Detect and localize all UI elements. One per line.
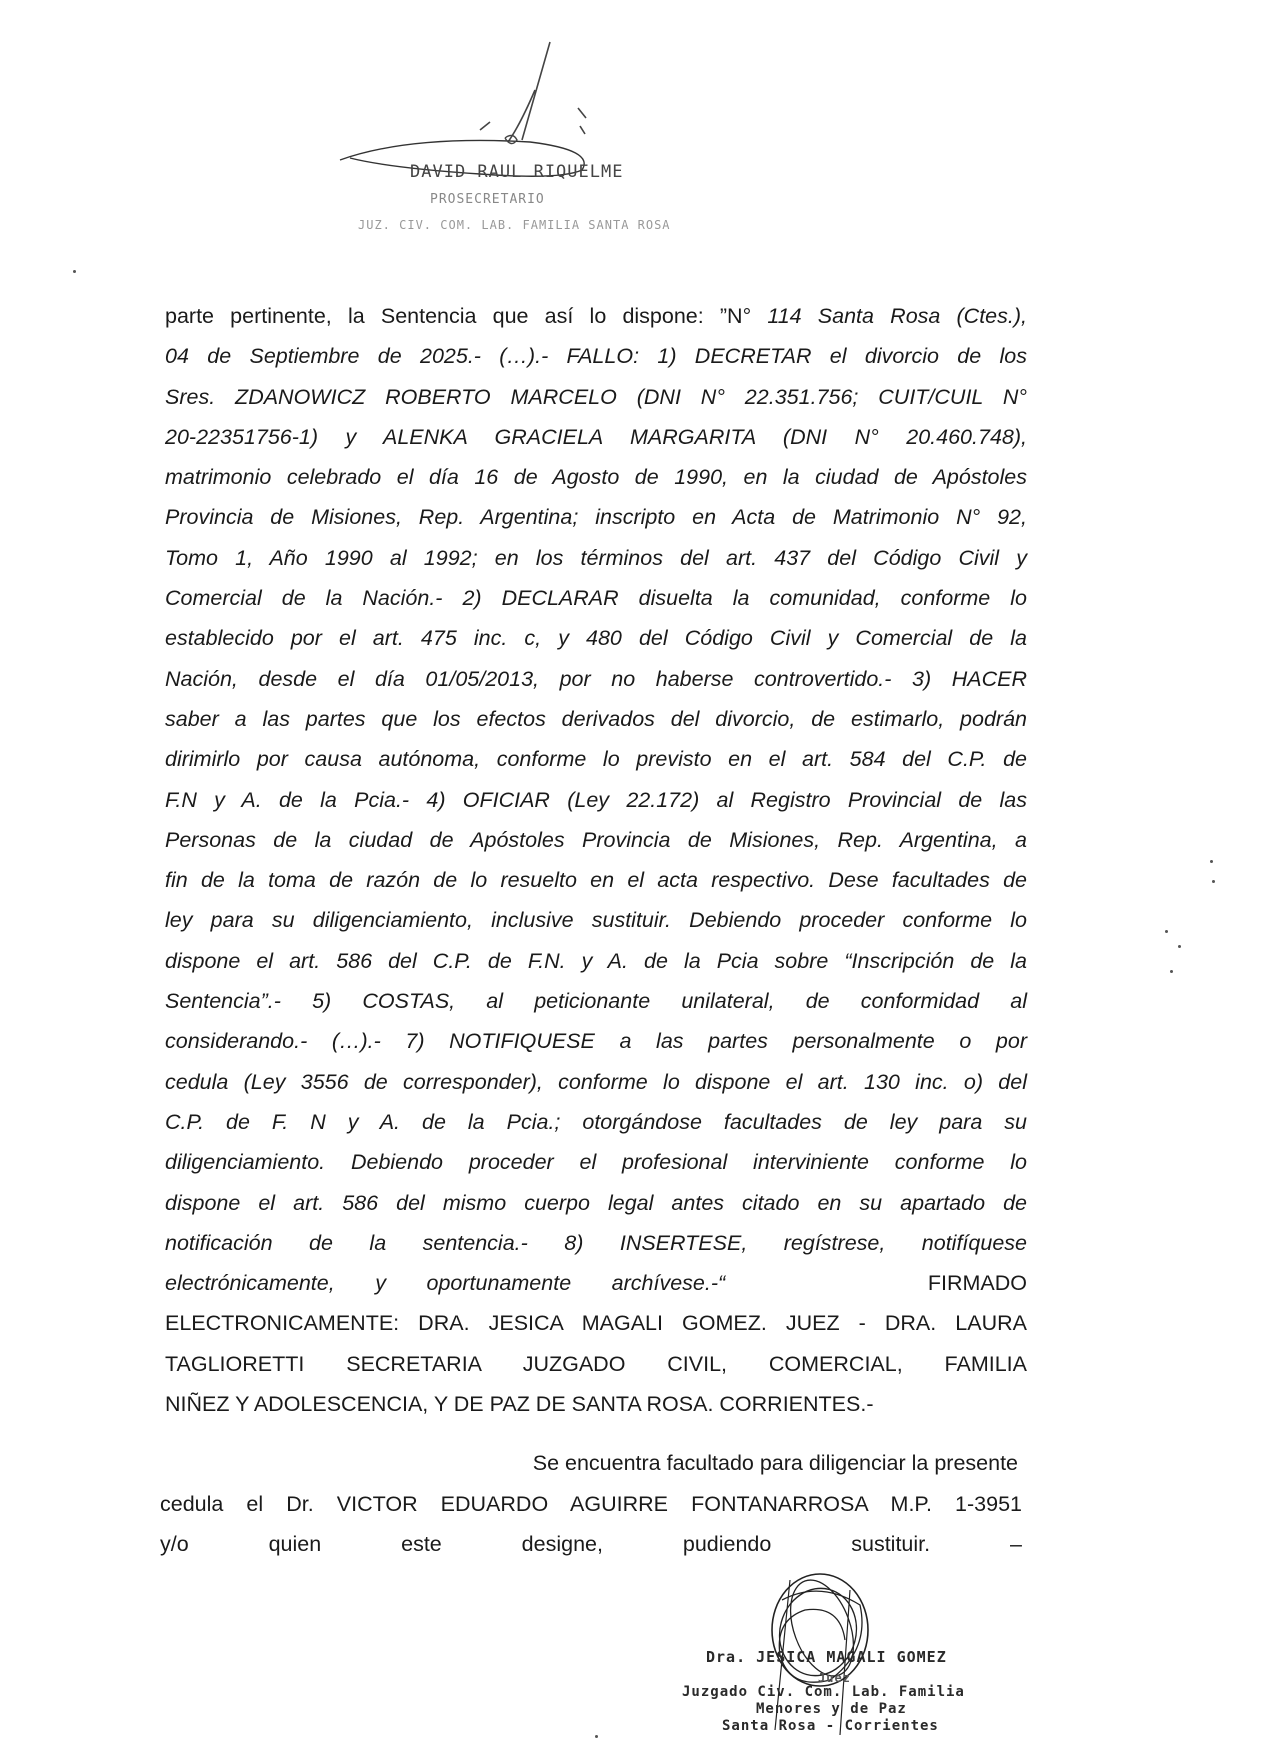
- sentence-line: Tomo 1, Año 1990 al 1992; en los términos del art. 437 del Código Civil y: [165, 545, 1027, 570]
- sentence-line: Sentencia”.- 5) COSTAS, al peticionante unilateral, de conformidad al: [165, 989, 1027, 1014]
- authorization-line: cedula el Dr. VICTOR EDUARDO AGUIRRE FONTANARROSA M.P. 1-3951: [160, 1491, 1022, 1516]
- sentence-line: establecido por el art. 475 inc. c, y 480 del Código Civil y Comercial de la: [165, 626, 1027, 651]
- sentence-line: fin de la toma de razón de lo resuelto en el acta respectivo. Dese facultades de: [165, 868, 1027, 893]
- stamp-office: JUZ. CIV. COM. LAB. FAMILIA SANTA ROSA: [358, 218, 671, 232]
- sentence-line: Provincia de Misiones, Rep. Argentina; inscripto en Acta de Matrimonio N° 92,: [165, 505, 1027, 530]
- judge-stamp: [670, 1560, 1030, 1750]
- scan-speck: [1212, 880, 1215, 883]
- authorization-line: y/o quien este designe, pudiendo sustituir. –: [160, 1532, 1022, 1556]
- sentence-line: Comercial de la Nación.- 2) DECLARAR disuelta la comunidad, conforme lo: [165, 586, 1027, 611]
- scan-speck: [595, 1735, 598, 1738]
- sentence-line: cedula (Ley 3556 de corresponder), conforme lo dispone el art. 130 inc. o) del: [165, 1069, 1027, 1094]
- authorization-paragraph: [160, 1443, 1022, 1565]
- sentence-body: [165, 296, 1027, 1424]
- sentence-line: saber a las partes que los efectos derivados del divorcio, de estimarlo, podrán: [165, 706, 1027, 731]
- sentence-line: dispone el art. 586 del C.P. de F.N. y A. de la Pcia sobre “Inscripción de la: [165, 948, 1027, 973]
- sentence-line: 04 de Septiembre de 2025.- (…).- FALLO: 1) DECRETAR el divorcio de los: [165, 344, 1027, 369]
- scan-speck: [1165, 930, 1168, 933]
- scan-speck: [1170, 970, 1173, 973]
- sentence-line: ley para su diligenciamiento, inclusive sustituir. Debiendo proceder conforme lo: [165, 908, 1027, 933]
- sentence-line: parte pertinente, la Sentencia que así lo dispone: ”N° 114 Santa Rosa (Ctes.),: [165, 304, 1027, 328]
- judge-name: Dra. JESICA MAGALI GOMEZ: [706, 1648, 947, 1666]
- sentence-line: electrónicamente, y oportunamente archívese.-“ FIRMADO: [165, 1271, 1027, 1296]
- sentence-line: diligenciamiento. Debiendo proceder el profesional interviniente conforme lo: [165, 1150, 1027, 1175]
- authorization-line: Se encuentra facultado para diligenciar la presente: [532, 1451, 1018, 1475]
- sentence-line: F.N y A. de la Pcia.- 4) OFICIAR (Ley 22.172) al Registro Provincial de las: [165, 787, 1027, 812]
- sentence-line: matrimonio celebrado el día 16 de Agosto de 1990, en la ciudad de Apóstoles: [165, 465, 1027, 490]
- sentence-line: considerando.- (…).- 7) NOTIFIQUESE a las partes personalmente o por: [165, 1029, 1027, 1054]
- sentence-line: 20-22351756-1) y ALENKA GRACIELA MARGARITA (DNI N° 20.460.748),: [165, 424, 1027, 449]
- judge-court: Juzgado Civ. Com. Lab. Familia: [682, 1684, 965, 1700]
- signed-by-line: ELECTRONICAMENTE: DRA. JESICA MAGALI GOMEZ. JUEZ - DRA. LAURA: [165, 1311, 1027, 1336]
- sentence-line: notificación de la sentencia.- 8) INSERTESE, regístrese, notifíquese: [165, 1230, 1027, 1255]
- scan-speck: [1210, 860, 1213, 863]
- sentence-line: Personas de la ciudad de Apóstoles Provincia de Misiones, Rep. Argentina, a: [165, 827, 1027, 852]
- sentence-line: C.P. de F. N y A. de la Pcia.; otorgándose facultades de ley para su: [165, 1109, 1027, 1134]
- signed-by-line: TAGLIORETTI SECRETARIA JUZGADO CIVIL, COMERCIAL, FAMILIA: [165, 1351, 1027, 1376]
- stamp-official-name: DAVID RAUL RIQUELME: [410, 162, 624, 182]
- judge-location: Santa Rosa - Corrientes: [722, 1718, 939, 1734]
- scan-speck: [73, 270, 76, 273]
- sentence-line: dirimirlo por causa autónoma, conforme lo previsto en el art. 584 del C.P. de: [165, 747, 1027, 772]
- handwritten-signature-top: [330, 30, 750, 280]
- judge-role: Juez: [818, 1671, 851, 1685]
- stamp-official-role: PROSECRETARIO: [430, 192, 545, 207]
- prosecretary-stamp: [330, 30, 750, 280]
- sentence-line: Sres. ZDANOWICZ ROBERTO MARCELO (DNI N° 22.351.756; CUIT/CUIL N°: [165, 384, 1027, 409]
- sentence-line: dispone el art. 586 del mismo cuerpo legal antes citado en su apartado de: [165, 1190, 1027, 1215]
- judge-department: Menores y de Paz: [756, 1701, 907, 1717]
- signed-by-line: NIÑEZ Y ADOLESCENCIA, Y DE PAZ DE SANTA ROSA. CORRIENTES.-: [165, 1392, 874, 1417]
- sentence-line: Nación, desde el día 01/05/2013, por no haberse controvertido.- 3) HACER: [165, 666, 1027, 691]
- scan-speck: [1178, 945, 1181, 948]
